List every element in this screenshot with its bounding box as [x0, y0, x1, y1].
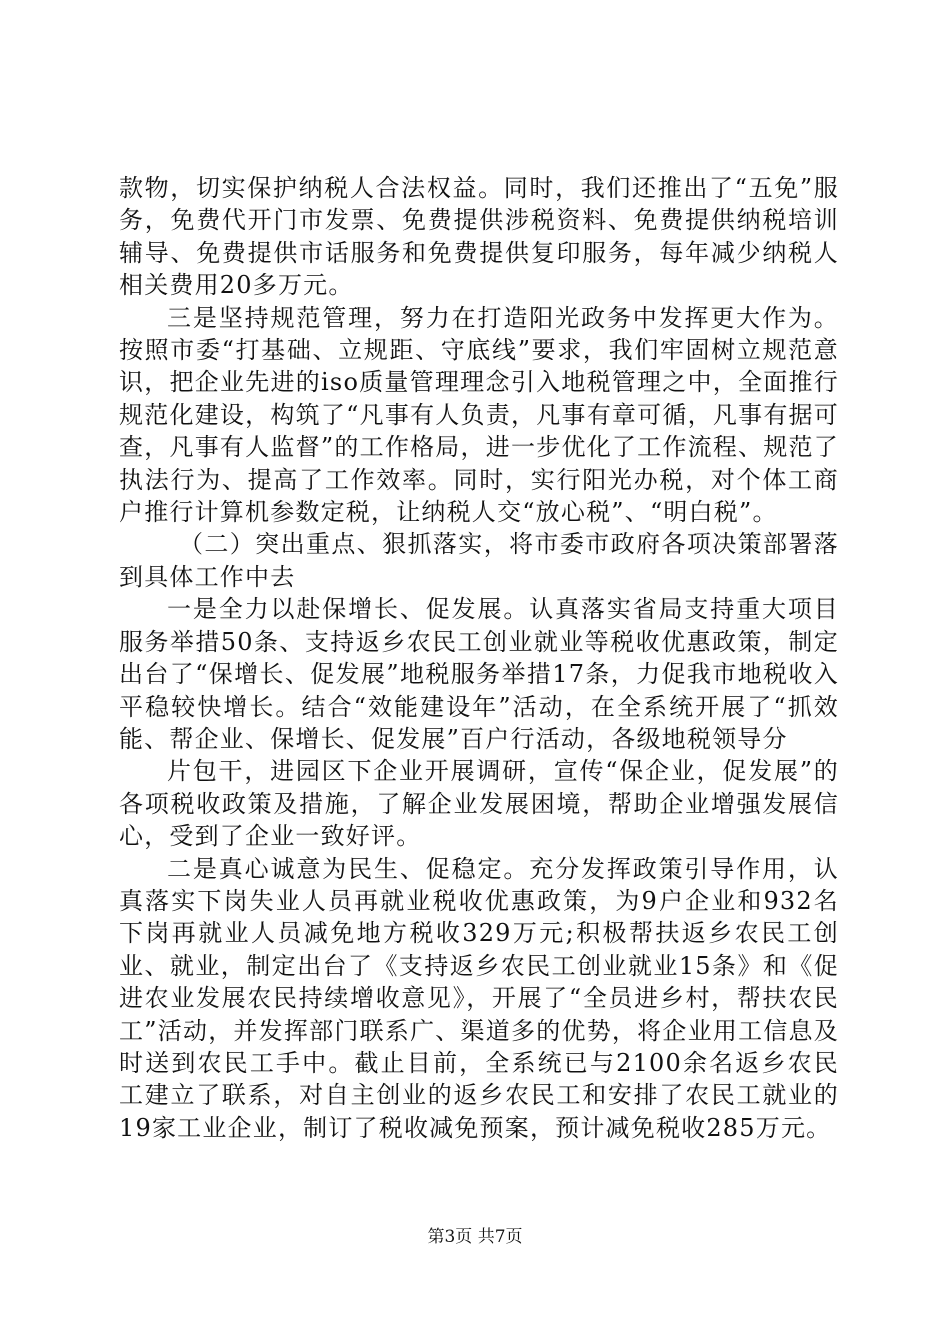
- paragraph-growth-development: 一是全力以赴保增长、促发展。认真落实省局支持重大项目服务举措50条、支持返乡农民工创业就业等税收优惠政策，制定出台了“保增长、促发展”地税服务举措17条，力促我市地税收入平稳较快增长。结合“效能建设年”活动，在全系统开展了“抓效能、帮企业、保增长、促发展”百户行活动，各级地税领导分: [119, 595, 839, 753]
- paragraph-livelihood-stability: 二是真心诚意为民生、促稳定。充分发挥政策引导作用，认真落实下岗失业人员再就业税收优惠政策，为9户企业和932名下岗再就业人员减免地方税收329万元;积极帮扶返乡农民工创业、就业，制定出台了《支持返乡农民工创业就业15条》和《促进农业发展农民持续增收意见》，开展了“全员进乡村，帮扶农民工”活动，并发挥部门联系广、渠道多的优势，将企业用工信息及时送到农民工手中。截止目前，全系统已与2100余名返乡农民工建立了联系，对自主创业的返乡农民工和安排了农民工就业的19家工业企业，制订了税收减免预案，预计减免税收285万元。: [119, 854, 839, 1142]
- paragraph-continuation: 款物，切实保护纳税人合法权益。同时，我们还推出了“五免”服务，免费代开门市发票、免费提供涉税资料、免费提供纳税培训辅导、免费提供市话服务和免费提供复印服务，每年减少纳税人相关费用20多万元。: [119, 174, 839, 300]
- page-number-footer: 第3页 共7页: [427, 1227, 523, 1247]
- paragraph-standardized-management: 三是坚持规范管理，努力在打造阳光政务中发挥更大作为。按照市委“打基础、立规距、守底线”要求，我们牢固树立规范意识，把企业先进的iso质量管理理念引入地税管理之中，全面推行规范化建设，构筑了“凡事有人负责，凡事有章可循，凡事有据可查，凡事有人监督”的工作格局，进一步优化了工作流程、规范了执法行为、提高了工作效率。同时，实行阳光办税，对个体工商户推行计算机参数定税，让纳税人交“放心税”、“明白税”。: [119, 303, 839, 527]
- paragraph-enterprise-research: 片包干，进园区下企业开展调研，宣传“保企业，促发展”的各项税收政策及措施，了解企业发展困境，帮助企业增强发展信心，受到了企业一致好评。: [119, 757, 839, 851]
- section-heading-2: （二）突出重点、狠抓落实，将市委市政府各项决策部署落到具体工作中去: [119, 530, 839, 591]
- document-body: [119, 172, 839, 1144]
